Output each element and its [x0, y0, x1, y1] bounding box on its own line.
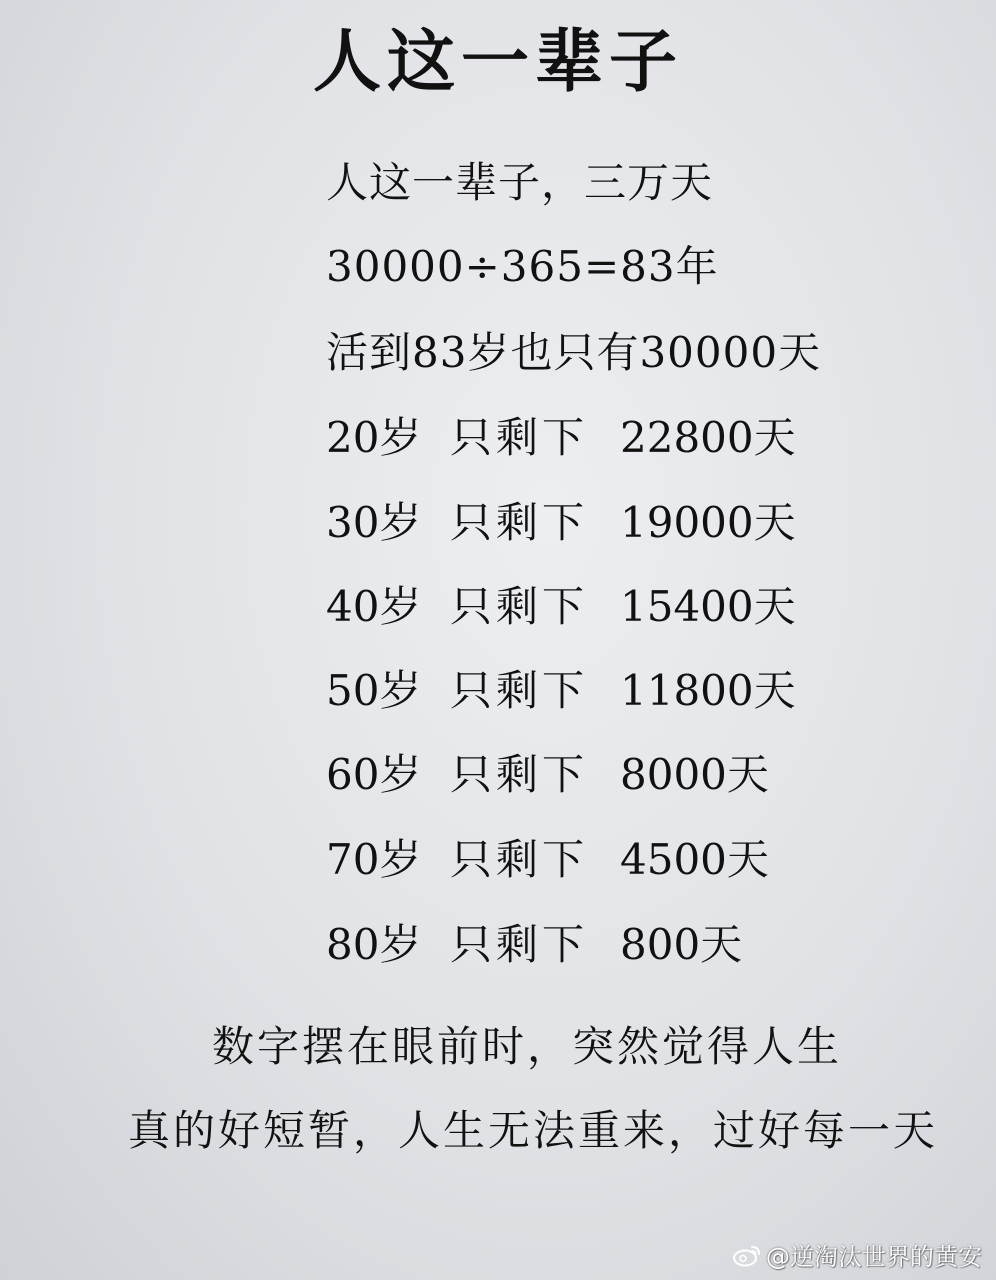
- closing-line-1: 数字摆在眼前时，突然觉得人生: [212, 1022, 843, 1071]
- days-value: 15400天: [620, 582, 796, 631]
- days-value: 800天: [620, 920, 743, 969]
- days-value: 22800天: [620, 413, 796, 462]
- watermark-text: @逆淘汰世界的黄安: [766, 1243, 982, 1271]
- remain-label: 只剩下: [450, 750, 589, 799]
- remain-label: 只剩下: [450, 413, 589, 462]
- days-value: 19000天: [620, 498, 796, 547]
- remain-label: 只剩下: [450, 835, 589, 884]
- age-label: 20岁: [326, 413, 422, 462]
- intro-line-3: 活到83岁也只有30000天: [326, 328, 822, 377]
- days-value: 11800天: [620, 666, 796, 715]
- remain-label: 只剩下: [450, 582, 589, 631]
- watermark: [732, 1237, 982, 1272]
- days-value: 8000天: [620, 750, 769, 799]
- age-label: 30岁: [326, 498, 422, 547]
- age-label: 70岁: [326, 835, 422, 884]
- closing-line-2: 真的好短暂，人生无法重来，过好每一天: [128, 1106, 939, 1155]
- remain-label: 只剩下: [450, 666, 589, 715]
- age-label: 80岁: [326, 920, 422, 969]
- age-label: 40岁: [326, 582, 422, 631]
- weibo-icon: [732, 1243, 762, 1267]
- age-label: 50岁: [326, 666, 422, 715]
- intro-line-2: 30000÷365=83年: [326, 242, 719, 291]
- page-title: 人这一辈子: [312, 22, 683, 102]
- intro-line-1: 人这一辈子，三万天: [326, 158, 714, 207]
- age-label: 60岁: [326, 750, 422, 799]
- days-value: 4500天: [620, 835, 769, 884]
- remain-label: 只剩下: [450, 498, 589, 547]
- remain-label: 只剩下: [450, 920, 589, 969]
